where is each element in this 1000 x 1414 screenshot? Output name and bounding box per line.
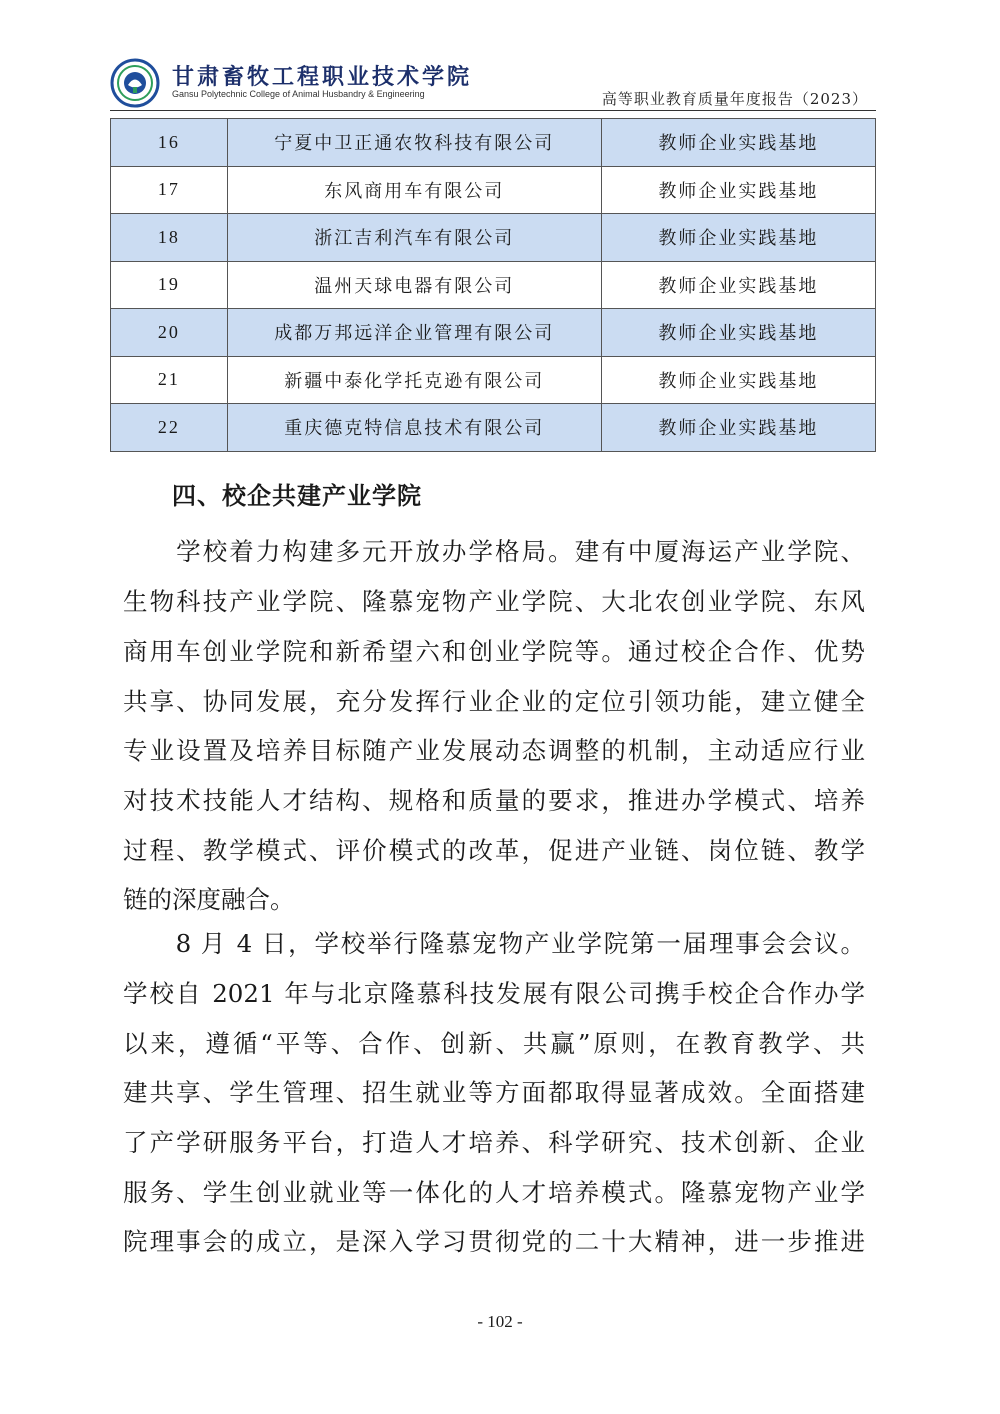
body-text-line: 服务、学生创业就业等一体化的人才培养模式。隆慕宠物产业学 <box>123 1178 865 1207</box>
page-number: - 102 - <box>477 1312 523 1331</box>
body-text-line: 学校着力构建多元开放办学格局。建有中厦海运产业学院、 <box>123 537 865 566</box>
base-type-cell: 教师企业实践基地 <box>601 214 875 262</box>
row-number-cell: 16 <box>111 119 228 167</box>
school-name-en: Gansu Polytechnic College of Animal Husbandry & Engineering <box>172 89 425 99</box>
body-text-line: 商用车创业学院和新希望六和创业学院等。通过校企合作、优势 <box>123 637 865 666</box>
row-number-cell: 17 <box>111 166 228 214</box>
table-row <box>111 404 876 452</box>
body-text-line: 链的深度融合。 <box>123 885 295 914</box>
body-text-line: 对技术技能人才结构、规格和质量的要求，推进办学模式、培养 <box>123 786 865 815</box>
company-name-cell: 浙江吉利汽车有限公司 <box>227 214 601 262</box>
company-name-cell: 温州天球电器有限公司 <box>227 261 601 309</box>
company-name-cell: 成都万邦远洋企业管理有限公司 <box>227 309 601 357</box>
school-emblem-icon <box>110 58 160 108</box>
company-name-cell: 东风商用车有限公司 <box>227 166 601 214</box>
body-text-line: 建共享、学生管理、招生就业等方面都取得显著成效。全面搭建 <box>123 1078 865 1107</box>
base-type-cell: 教师企业实践基地 <box>601 309 875 357</box>
table-row <box>111 356 876 404</box>
body-text-line: 8 月 4 日，学校举行隆慕宠物产业学院第一届理事会会议。 <box>123 929 865 958</box>
base-type-cell: 教师企业实践基地 <box>601 404 875 452</box>
table-row <box>111 309 876 357</box>
base-type-cell: 教师企业实践基地 <box>601 261 875 309</box>
body-text-line: 专业设置及培养目标随产业发展动态调整的机制，主动适应行业 <box>123 736 865 765</box>
body-text-line: 生物科技产业学院、隆慕宠物产业学院、大北农创业学院、东风 <box>123 587 865 616</box>
company-name-cell: 新疆中泰化学托克逊有限公司 <box>227 356 601 404</box>
row-number-cell: 21 <box>111 356 228 404</box>
table-body <box>111 119 876 452</box>
row-number-cell: 22 <box>111 404 228 452</box>
company-name-cell: 重庆德克特信息技术有限公司 <box>227 404 601 452</box>
base-type-cell: 教师企业实践基地 <box>601 356 875 404</box>
base-type-cell: 教师企业实践基地 <box>601 166 875 214</box>
practice-base-table <box>110 118 876 452</box>
company-name-cell: 宁夏中卫正通农牧科技有限公司 <box>227 119 601 167</box>
school-name-cn: 甘肃畜牧工程职业技术学院 <box>172 64 473 90</box>
table-row <box>111 261 876 309</box>
table-row <box>111 166 876 214</box>
body-text-line: 了产学研服务平台，打造人才培养、科学研究、技术创新、企业 <box>123 1128 865 1157</box>
row-number-cell: 19 <box>111 261 228 309</box>
body-text-line: 过程、教学模式、评价模式的改革，促进产业链、岗位链、教学 <box>123 836 865 865</box>
body-text-line: 学校自 2021 年与北京隆慕科技发展有限公司携手校企合作办学 <box>123 979 865 1008</box>
row-number-cell: 20 <box>111 309 228 357</box>
body-text-line: 共享、协同发展，充分发挥行业企业的定位引领功能，建立健全 <box>123 687 865 716</box>
body-text-line: 以来，遵循“平等、合作、创新、共赢”原则，在教育教学、共 <box>123 1029 865 1058</box>
table-row <box>111 214 876 262</box>
section-heading: 四、校企共建产业学院 <box>172 482 422 510</box>
row-number-cell: 18 <box>111 214 228 262</box>
page-header <box>110 54 876 110</box>
table-row <box>111 119 876 167</box>
body-text-line: 院理事会的成立，是深入学习贯彻党的二十大精神，进一步推进 <box>123 1227 865 1256</box>
report-title: 高等职业教育质量年度报告（2023） <box>601 90 868 108</box>
header-divider <box>110 110 876 111</box>
base-type-cell: 教师企业实践基地 <box>601 119 875 167</box>
